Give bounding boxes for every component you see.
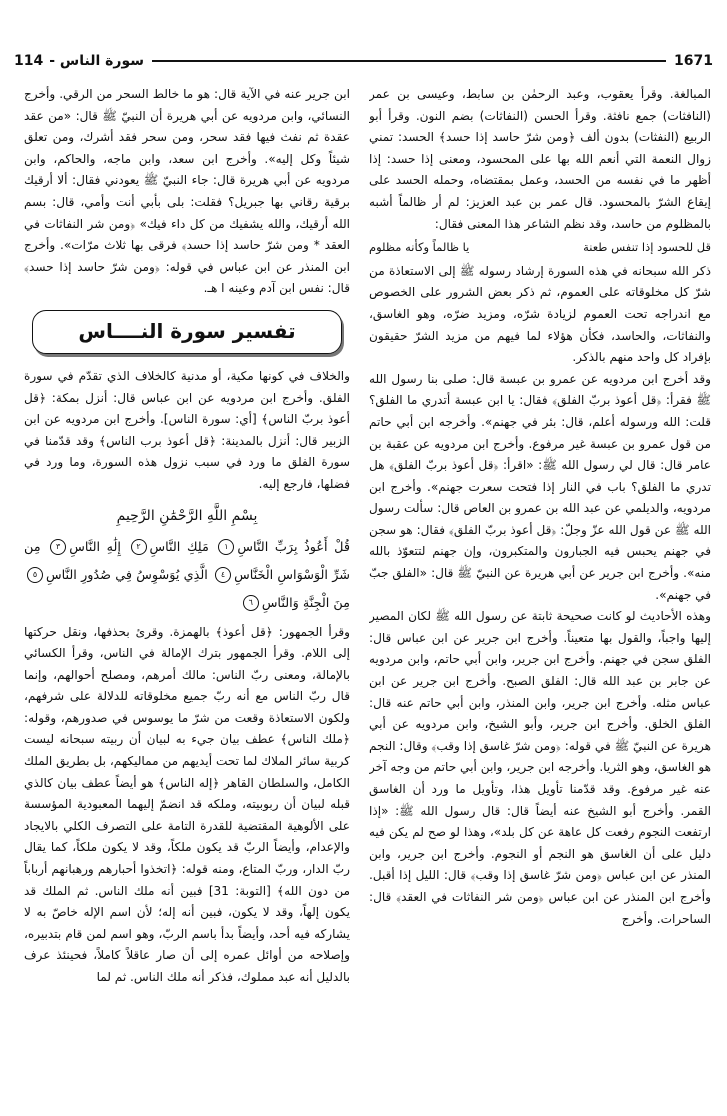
- surah-title: تفسير سورة النــــاس: [78, 319, 296, 344]
- verse: مَلِكِ النَّاسِ: [149, 539, 209, 555]
- poem-hemistich-first: قل للحسود إذا تنفس طعنة: [583, 240, 711, 255]
- verse-number-marker: ٥: [27, 567, 43, 583]
- header-rule: [152, 60, 666, 62]
- paragraph: ابن جرير عنه في الآية قال: هو ما خالط السحر من الرقي. وأخرج النسائي، وابن مردويه عن أبي هريرة أن النبيّ ﷺ قال: «من عقد عقدة ثم نفث فيها فقد سحر، ومن سحر فقد أشرك، ومن تعلق شيئاً وكل إليه». وأخرج ابن سعد، وابن ماجه، والحاكم، وابن مردويه عن أبي هريرة قال: جاء النبيّ ﷺ يعودني فقال: ألا أرقيك برقية رقاني بها جبريل؟ فقلت: بلى بأبي أنت وأمي، قال: بسم الله أرقيك، والله يشفيك من كل داء فيك» ﴿ومن شر النفاثات في العقد * ومن شرّ حاسد إذا حسد﴾ فرقى بها ثلاث مرّات». وأخرج ابن المنذر عن ابن عباس في قوله: ﴿ومن شرّ حاسد إذا حسد﴾ قال: نفس ابن آدم وعينه ا هـ.: [24, 87, 350, 296]
- page-number-left: 114: [14, 53, 44, 69]
- verse: الَّذِي يُوَسْوِسُ فِي صُدُورِ النَّاسِ: [46, 567, 208, 583]
- text-columns: [10, 84, 717, 1110]
- paragraph: والخلاف في كونها مكية، أو مدنية كالخلاف الذي تقدّم في سورة الفلق. وأخرج ابن مردويه عن ابن عباس قال: أنزل بمكة: ﴿قل أعوذ بربّ الناس﴾ [أي: سورة الناس]. وأخرج ابن مردويه عن ابن الزبير قال: أنزل بالمدينة: ﴿قل أعوذ برب الناس﴾ وقد قدّمنا في سورة الفلق ما ورد في سبب نزول هذه السورة، وما ورد في فضلها، فارجع إليه.: [24, 368, 350, 491]
- poem-verse: [369, 237, 711, 259]
- poem-hemistich-second: يا ظالماً وكأنه مظلوم: [369, 240, 470, 255]
- left-column: [24, 84, 350, 1110]
- paragraph: وقرأ الجمهور: ﴿قل أعوذ﴾ بالهمزة. وقرئ بحذفها، ونقل حركتها إلى اللام. وقرأ الجمهور بترك الإمالة في الناس، وقرأ الكسائي بالإمالة، ومعنى ربّ الناس: مالك أمرهم، ومصلح أحوالهم، وإنما قال ربّ الناس مع أنه ربّ جميع مخلوقاته للدلالة على شرفهم، ولكون الاستعاذة وقعت من شرّ ما يوسوس في صدورهم، وقوله: ﴿ملك الناس﴾ عطف بيان جيء به لبيان أن ربيته سبحانه ليست كربية سائر الملاك لما تحت أيديهم من مماليكهم، بل بطريق الملك الكامل، والسلطان القاهر ﴿إله الناس﴾ هو أيضاً عطف بيان كالذي قبله لبيان أن ربوبيته، وملكه قد انضمّ إليهما المعبودية المؤسسة على الألوهية المقتضية للقدرة التامة على التصرف الكلي بالايجاد والإعدام، وأيضاً الربّ قد يكون ملكاً، وقد لا يكون ملكاً، كما يقال ربّ الدار، وربّ المتاع، ومنه قوله: ﴿اتخذوا أحبارهم ورهبانهم أرباباً من دون الله﴾ [التوبة: 31] فبين أنه ملك الناس. ثم الملك قد يكون إلهاً، وقد لا يكون، فبين أنه إله؛ لأن اسم الإله خاصّ به لا يشاركه فيه أحد، وأيضاً بدأ باسم الربّ، وهو اسم لمن قام بتدبيره، وإصلاحه من أوائل عمره إلى أن صار عاقلاً كاملاً، فحينئذ عرف بالدليل أنه عبد مملوك، فذكر أنه ملك الناس. ثم لما: [24, 624, 350, 984]
- verse: قُلْ أَعُوذُ بِرَبِّ النَّاسِ: [237, 539, 350, 555]
- page-number: 1671: [674, 53, 713, 69]
- quran-verses: [24, 534, 350, 618]
- page-header: [14, 48, 713, 74]
- running-head: [14, 53, 144, 69]
- verse: مِنَ الْجِنَّةِ وَالنَّاسِ: [261, 595, 350, 611]
- basmala: بِسْمِ اللَّهِ الرَّحْمَٰنِ الرَّحِيمِ: [116, 507, 258, 524]
- verse-number-marker: ٦: [243, 595, 259, 611]
- surah-running-title: - سورة الناس: [49, 53, 145, 69]
- right-column: [369, 84, 711, 1110]
- verse-number-marker: ١: [218, 539, 234, 555]
- paragraph: وهذه الأحاديث لو كانت صحيحة ثابتة عن رسول الله ﷺ لكان المصير إليها واجباً، والقول بها متعيناً. وأخرج ابن جرير عن ابن عباس قال: الفلق سجن في جهنم. وأخرج ابن جرير، وابن أبي حاتم، وابن مردويه عن جابر بن عبد الله قال: الفلق الصبح. وأخرج ابن جرير عن ابن عباس مثله. وأخرج ابن جرير، وابن المنذر، وابن أبي حاتم عنه قال: الفلق الخلق. وأخرج ابن جرير، وأبو الشيخ، وابن مردويه عن أبي هريرة عن النبيّ ﷺ في قوله: ﴿ومن شرّ غاسق إذا وقب﴾ وقال: النجم هو الغاسق، وهو الثريا. وأخرجه ابن جرير، وابن أبي حاتم من وجه آخر عنه غير مرفوع. وقد قدّمنا تأويل هذا، وتأويل ما ورد أن الغاسق القمر. وأخرج أبو الشيخ عنه أيضاً قال: قال رسول الله ﷺ: «إذا ارتفعت النجوم رفعت كل عاهة عن كل بلد»، وهذا لو صح لم يكن فيه دليل على أن الغاسق هو النجم أو النجوم. وأخرج ابن جرير، وابن المنذر عن ابن عباس ﴿ومن شرّ غاسق إذا وقب﴾ قال: الليل إذا أقبل. وأخرج ابن المنذر عن ابن عباس ﴿ومن شر النفاثات في العقد﴾ قال: الساحرات. وأخرج: [369, 609, 711, 926]
- paragraph: وقد أخرج ابن مردويه عن عمرو بن عبسة قال: صلى بنا رسول الله ﷺ فقرأ: ﴿قل أعوذ بربّ الفلق﴾ فقال: يا ابن عبسة أتدري ما الفلق؟ قلت: الله ورسوله أعلم، قال: بئر في جهنم». وأخرجه ابن أبي حاتم من قول عمرو بن عبسة غير مرفوع. وأخرج ابن مردويه عن عقبة بن عامر قال: قال لي رسول الله ﷺ: «اقرأ: ﴿قل أعوذ بربّ الفلق﴾ هل تدري ما الفلق؟ باب في النار إذا فتحت سعرت جهنم». وأخرج ابن مردويه، والديلمي عن عبد الله بن عمرو بن العاص قال: سألت رسول الله ﷺ عن قول الله عزّ وجلّ: ﴿قل أعوذ بربّ الفلق﴾ فقال: هو سجن في جهنم يحبس فيه الجبارون والمتكبرون، وإن جهنم لتتعوّذ بالله منه». وأخرج ابن جرير عن أبي هريرة عن النبيّ ﷺ قال: «الفلق جبّ في جهنم».: [369, 371, 711, 602]
- verse: إِلَٰهِ النَّاسِ: [69, 539, 121, 555]
- paragraph: المبالغة. وقرأ يعقوب، وعبد الرحمٰن بن سابط، وعيسى بن عمر (النافثات) جمع نافثة. وقرأ الحسن (النفاثات) بضم النون. وقرأ أبو الربيع (النفثات) بدون ألف ﴿ومن شرّ حاسد إذا حسد﴾ الحسد: تمني زوال النعمة التي أنعم الله بها على المحسود، ومعنى إذا حسد: إذا أظهر ما في نفسه من الحسد، وعمل بمقتضاه، وحمله الحسد على إيقاع الشرّ بالمحسود. قال عمر بن عبد العزيز: لم أر ظالماً أشبه بالمظلوم من حاسد، وقد نظم الشاعر هذا المعنى فقال:: [369, 87, 711, 231]
- verse-number-marker: ٢: [131, 539, 147, 555]
- verse-number-marker: ٣: [50, 539, 66, 555]
- paragraph: ذكر الله سبحانه في هذه السورة إرشاد رسوله ﷺ إلى الاستعاذة من شرّ كل مخلوقاته على العموم، ثم ذكر بعض الشرور على الخصوص مع اندراجه تحت العموم لزيادة شرّه، ومزيد ضرّه، وهو الغاسق، والنفاثات، والحاسد، فكأن هؤلاء لما فيهم من مزيد الشرّ حقيقون بإفراد كل واحد منهم بالذكر.: [369, 263, 711, 365]
- verse: مِن شَرِّ الْوَسْوَاسِ الْخَنَّاسِ: [24, 539, 350, 583]
- surah-title-box: [32, 310, 342, 354]
- verse-number-marker: ٤: [215, 567, 231, 583]
